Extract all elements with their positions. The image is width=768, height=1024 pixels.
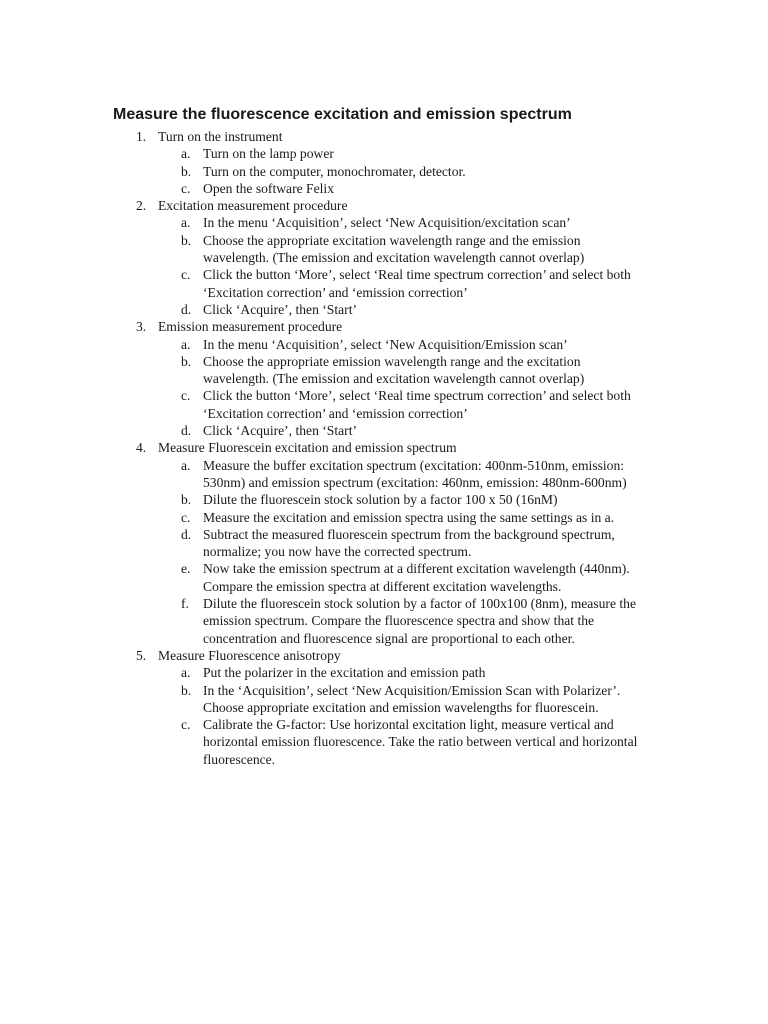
substep-letter: b.: [181, 232, 192, 248]
substep-letter: a.: [181, 665, 191, 681]
substep-text: Choose the appropriate excitation wavelength range and the emission wavelength. (The emission and excitation wavelength cannot overlap): [203, 232, 585, 266]
substep-item: [158, 180, 648, 197]
substep-text: Calibrate the G-factor: Use horizontal excitation light, measure vertical and horizontal emission fluorescence. Take the ratio between vertical and horizontal fluorescence.: [203, 717, 638, 767]
substep-text: Measure the excitation and emission spectra using the same settings as in a.: [203, 509, 615, 525]
step-item: [0, 197, 768, 318]
step-item: [0, 439, 768, 647]
step-text: Emission measurement procedure: [158, 319, 343, 335]
substep-item: [158, 664, 648, 681]
substep-list: [158, 457, 768, 647]
substep-letter: a.: [181, 146, 191, 162]
substep-list: [158, 336, 768, 440]
substep-text: Click the button ‘More’, select ‘Real time spectrum correction’ and select both ‘Excitation correction’ and ‘emission correction’: [203, 267, 631, 300]
step-text: Measure Fluorescence anisotropy: [158, 647, 341, 663]
substep-text: Turn on the computer, monochromater, detector.: [203, 163, 466, 179]
procedure-list: [0, 128, 768, 768]
substep-text: Turn on the lamp power: [203, 146, 334, 162]
substep-text: Click ‘Acquire’, then ‘Start’: [203, 423, 358, 439]
document-title: Measure the fluorescence excitation and emission spectrum: [113, 106, 572, 123]
step-number: 5.: [136, 647, 147, 663]
substep-text: Open the software Felix: [203, 180, 334, 196]
substep-text: In the menu ‘Acquisition’, select ‘New Acquisition/Emission scan’: [203, 336, 568, 352]
substep-item: [158, 266, 648, 301]
substep-item: [158, 457, 648, 492]
substep-item: [158, 163, 648, 180]
step-item: [0, 647, 768, 768]
step-item: [0, 128, 768, 197]
substep-text: Dilute the fluorescein stock solution by a factor 100 x 50 (16nM): [203, 492, 558, 508]
substep-item: [158, 145, 648, 162]
substep-item: [158, 301, 648, 318]
step-item: [0, 318, 768, 439]
substep-text: In the ‘Acquisition’, select ‘New Acquisition/Emission Scan with Polarizer’. Choose appropriate excitation and emission wavelengths for fluorescein.: [203, 682, 621, 715]
substep-letter: d.: [181, 526, 192, 542]
step-number: 4.: [136, 440, 147, 456]
step-text: Excitation measurement procedure: [158, 198, 348, 214]
substep-text: Subtract the measured fluorescein spectrum from the background spectrum, normalize; you now have the corrected spectrum.: [203, 526, 615, 560]
substep-item: [158, 682, 648, 717]
substep-letter: e.: [181, 561, 191, 577]
substep-text: Now take the emission spectrum at a different excitation wavelength (440nm). Compare the emission spectra at different excitation wavelengths.: [203, 561, 630, 594]
substep-letter: d.: [181, 423, 192, 439]
step-text: Turn on the instrument: [158, 129, 283, 144]
substep-letter: c.: [181, 180, 191, 196]
substep-item: [158, 491, 648, 508]
substep-item: [158, 422, 648, 439]
substep-letter: b.: [181, 492, 192, 508]
substep-letter: c.: [181, 717, 191, 733]
step-number: 2.: [136, 198, 147, 214]
substep-item: [158, 716, 648, 768]
substep-letter: c.: [181, 388, 191, 404]
substep-letter: c.: [181, 509, 191, 525]
substep-item: [158, 336, 648, 353]
substep-item: [158, 214, 648, 231]
substep-text: In the menu ‘Acquisition’, select ‘New Acquisition/excitation scan’: [203, 215, 571, 231]
substep-list: [158, 214, 768, 318]
step-number: 3.: [136, 319, 147, 335]
substep-list: [158, 145, 768, 197]
substep-letter: a.: [181, 215, 191, 231]
step-number: 1.: [136, 129, 147, 144]
substep-item: [158, 595, 648, 647]
substep-letter: a.: [181, 457, 191, 473]
substep-item: [158, 353, 648, 388]
substep-text: Dilute the fluorescein stock solution by a factor of 100x100 (8nm), measure the emission spectrum. Compare the fluorescence spectra and show that the concentration and fluorescence signal are proportional to each other.: [203, 596, 636, 646]
substep-item: [158, 509, 648, 526]
substep-letter: b.: [181, 682, 192, 698]
substep-letter: a.: [181, 336, 191, 352]
substep-item: [158, 387, 648, 422]
substep-text: Click the button ‘More’, select ‘Real time spectrum correction’ and select both ‘Excitation correction’ and ‘emission correction’: [203, 388, 631, 421]
substep-text: Click ‘Acquire’, then ‘Start’: [203, 301, 358, 317]
substep-letter: c.: [181, 267, 191, 283]
substep-item: [158, 526, 648, 561]
substep-text: Measure the buffer excitation spectrum (excitation: 400nm-510nm, emission: 530nm) and emission spectrum (excitation: 460nm, emission: 480nm-600nm): [203, 457, 627, 490]
substep-letter: b.: [181, 353, 192, 369]
substep-text: Choose the appropriate emission wavelength range and the excitation wavelength. (The emission and excitation wavelength cannot overlap): [203, 353, 585, 387]
substep-letter: f.: [181, 596, 189, 612]
substep-item: [158, 560, 648, 595]
substep-letter: d.: [181, 301, 192, 317]
step-text: Measure Fluorescein excitation and emission spectrum: [158, 440, 457, 456]
substep-text: Put the polarizer in the excitation and emission path: [203, 665, 486, 681]
substep-item: [158, 232, 648, 267]
substep-list: [158, 664, 768, 768]
substep-letter: b.: [181, 163, 192, 179]
